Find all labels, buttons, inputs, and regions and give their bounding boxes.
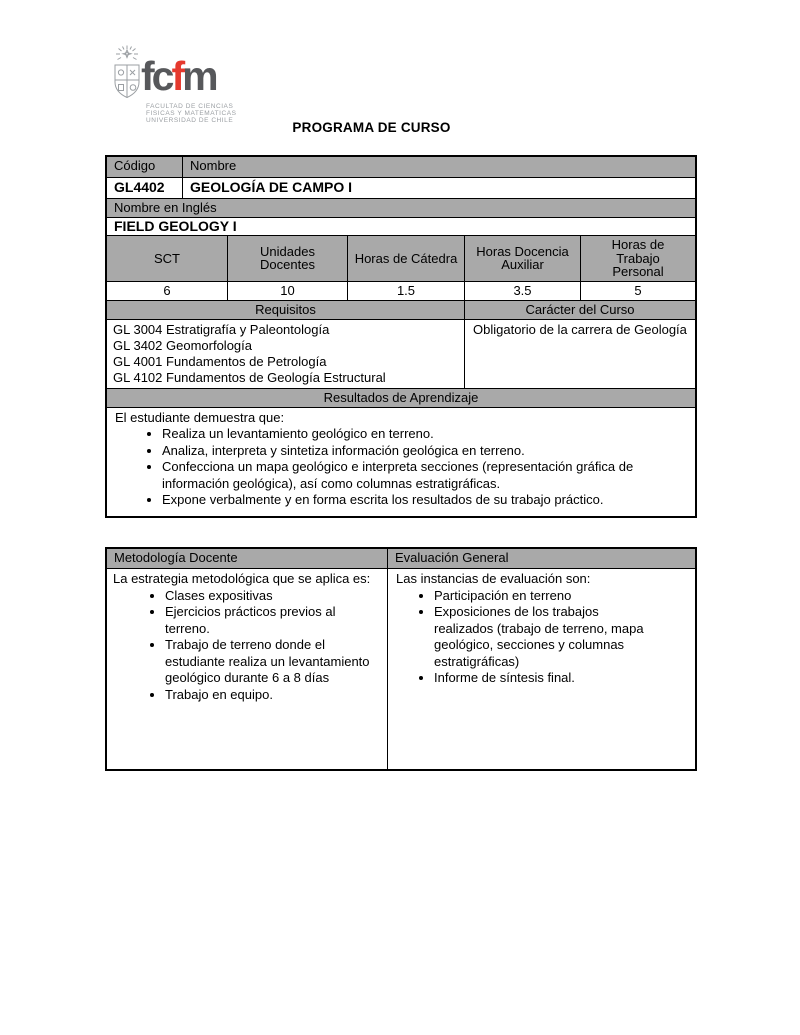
hours-value-row: [107, 281, 695, 300]
logo-letter-accent: f: [171, 53, 183, 99]
nombre-header: Nombre: [182, 157, 695, 177]
requisitos-header: Requisitos: [107, 301, 464, 319]
faculty-name-line: FACULTAD DE CIENCIAS: [146, 103, 234, 110]
requisitos-header-row: [107, 300, 695, 319]
method-value-row: [107, 568, 695, 769]
metodologia-list: [113, 588, 381, 704]
logo-letter: f: [141, 53, 152, 99]
course-info-table: [105, 155, 697, 518]
codigo-header: Código: [107, 157, 182, 177]
evaluacion-header: Evaluación General: [387, 549, 695, 568]
horas-docencia-value: 3.5: [464, 282, 580, 300]
code-name-value-row: [107, 177, 695, 198]
resultado-item: • Confecciona un mapa geológico e interpreta secciones (representación gráfica de información geológica), así como columnas estratigráficas.: [162, 459, 687, 492]
requisito-item: GL 4001 Fundamentos de Petrología: [113, 353, 327, 369]
horas-trabajo-value: 5: [580, 282, 695, 300]
resultados-header-row: [107, 388, 695, 407]
page-title: PROGRAMA DE CURSO: [292, 120, 451, 135]
course-name: GEOLOGÍA DE CAMPO I: [182, 178, 695, 198]
resultado-item: • Analiza, interpreta y sintetiza información geológica en terreno.: [162, 443, 687, 460]
nombre-ingles-header: Nombre en Inglés: [107, 199, 695, 217]
evaluacion-item: • Exposiciones de los trabajos realizados (trabajo de terreno, mapa geológico, secciones y columnas estratigráficas): [434, 604, 657, 670]
requisitos-list: [107, 320, 464, 388]
resultados-list: [115, 426, 687, 509]
horas-trabajo-header: Horas de Trabajo Personal: [580, 236, 695, 281]
logo-letter: m: [182, 53, 216, 99]
metodologia-header: Metodología Docente: [107, 549, 387, 568]
metodologia-item: • Ejercicios prácticos previos al terreno.: [165, 604, 377, 637]
requisitos-value-row: [107, 319, 695, 388]
faculty-name-line: UNIVERSIDAD DE CHILE: [146, 117, 234, 124]
metodologia-item: • Clases expositivas: [165, 588, 377, 605]
metodologia-item: • Trabajo en equipo.: [165, 687, 377, 704]
evaluacion-item: • Participación en terreno: [434, 588, 657, 605]
requisito-item: GL 4102 Fundamentos de Geología Estructural: [113, 369, 386, 385]
unidades-docentes-value: 10: [227, 282, 347, 300]
unidades-docentes-header: Unidades Docentes: [227, 236, 347, 281]
resultados-header: Resultados de Aprendizaje: [107, 389, 695, 407]
resultados-content: [107, 408, 695, 516]
resultado-item: • Realiza un levantamiento geológico en terreno.: [162, 426, 687, 443]
requisito-item: GL 3004 Estratigrafía y Paleontología: [113, 321, 330, 337]
caracter-value: Obligatorio de la carrera de Geología: [464, 320, 695, 388]
requisito-item: GL 3402 Geomorfología: [113, 337, 252, 353]
logo-letter: c: [151, 53, 172, 99]
course-code: GL4402: [114, 179, 165, 195]
sct-header: SCT: [107, 236, 227, 281]
evaluacion-list: [396, 588, 687, 687]
evaluacion-item: • Informe de síntesis final.: [434, 670, 657, 687]
horas-catedra-value: 1.5: [347, 282, 464, 300]
evaluacion-intro: Las instancias de evaluación son:: [396, 571, 591, 586]
metodologia-intro: La estrategia metodológica que se aplica es:: [113, 571, 371, 586]
resultados-intro: El estudiante demuestra que:: [115, 409, 285, 425]
code-name-header-row: [107, 157, 695, 177]
caracter-header: Carácter del Curso: [464, 301, 695, 319]
resultados-value-row: [107, 407, 695, 516]
resultado-item: • Expone verbalmente y en forma escrita los resultados de su trabajo práctico.: [162, 492, 687, 509]
sct-value: 6: [163, 282, 171, 298]
methodology-evaluation-table: [105, 547, 697, 771]
university-crest-icon: [112, 44, 142, 100]
english-name-header-row: [107, 198, 695, 217]
fcfm-logotype: [141, 55, 216, 97]
horas-docencia-header: Horas Docencia Auxiliar: [464, 236, 580, 281]
metodologia-item: • Trabajo de terreno donde el estudiante realiza un levantamiento geológico durante 6 a 8 días: [165, 637, 377, 687]
hours-header-row: [107, 235, 695, 281]
faculty-name-line: FISICAS Y MATEMATICAS: [146, 110, 237, 117]
course-name-english: FIELD GEOLOGY I: [114, 218, 237, 234]
metodologia-content: [107, 569, 387, 769]
method-header-row: [107, 549, 695, 568]
horas-catedra-header: Horas de Cátedra: [347, 236, 464, 281]
english-name-value-row: [107, 217, 695, 235]
evaluacion-content: [387, 569, 695, 769]
